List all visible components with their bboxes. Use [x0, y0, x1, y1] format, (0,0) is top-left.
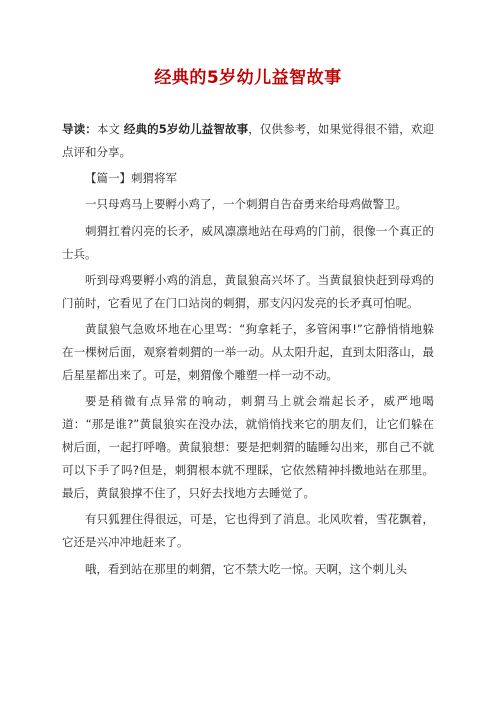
lead-highlight: 经典的5岁幼儿益智故事 [123, 122, 249, 136]
paragraph: 听到母鸡要孵小鸡的消息，黄鼠狼高兴坏了。当黄鼠狼快赶到母鸡的门前时，它看见了在门口站岗的刺猬，那支闪闪发亮的长矛真可怕呢。 [62, 272, 434, 310]
lead-paragraph [62, 118, 434, 164]
document-body [62, 118, 434, 584]
section-heading: 【篇一】刺猬将军 [85, 171, 177, 186]
paragraph: 一只母鸡马上要孵小鸡了，一个刺猬自告奋勇来给母鸡做警卫。 [85, 197, 407, 212]
lead-text-before: 本文 [96, 122, 124, 136]
document-title: 经典的5岁幼儿益智故事 [154, 68, 342, 88]
paragraph: 刺猬扛着闪亮的长矛，威风凛凛地站在母鸡的门前，很像一个真正的士兵。 [62, 223, 434, 261]
lead-text-after: ，仅供参考，如果觉得很不错，欢迎点评和分享。 [62, 122, 434, 159]
paragraph: 黄鼠狼气急败坏地在心里骂：“狗拿耗子，多管闲事!”它静悄悄地躲在一棵树后面，观察着刺猬的一举一动。从太阳升起，直到太阳落山，最后星星都出来了。可是，刺猬像个雕塑一样一动不动。 [62, 321, 434, 382]
lead-label: 导读： [62, 122, 97, 136]
paragraph: 哦，看到站在那里的刺猬，它不禁大吃一惊。天啊，这个刺儿头 [85, 561, 407, 576]
paragraph: 要是稍微有点异常的响动，刺猬马上就会端起长矛，威严地喝道：“那是谁?”黄鼠狼实在没办法，就悄悄找来它的朋友们，让它们躲在树后面，一起打呼噜。黄鼠狼想：要是把刺猬的瞌睡勾出来，那自己不就可以下手了吗?但是，刺猬根本就不理睬，它依然精神抖擞地站在那里。最后，黄鼠狼撑不住了，只好去找地方去睡觉了。 [62, 394, 434, 501]
paragraph: 有只狐狸住得很远，可是，它也得到了消息。北风吹着，雪花飘着，它还是兴冲冲地赶来了。 [62, 512, 434, 550]
